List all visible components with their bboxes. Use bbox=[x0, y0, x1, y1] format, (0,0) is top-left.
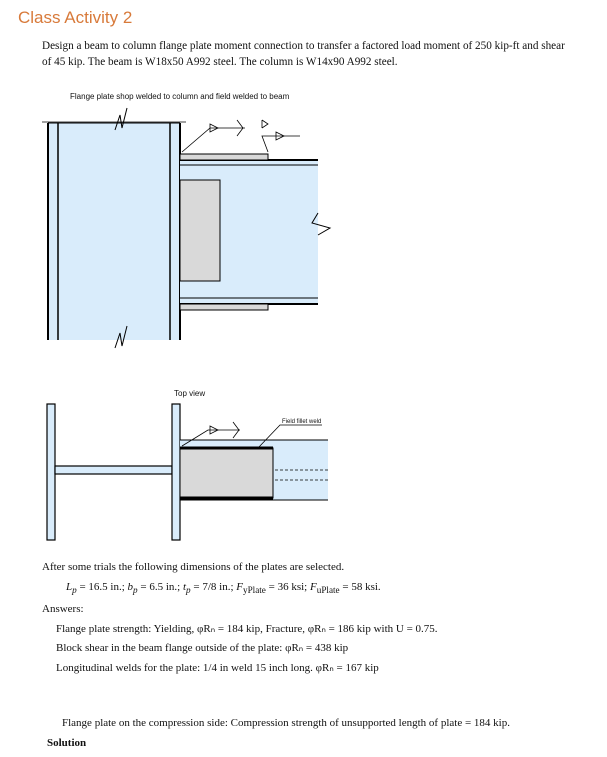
plate-dimensions: $L_p = 16.5$ in.; $b_p = 6.5$ in.; $t_p = 7/8$ in.; $F_{yPlate} = 36$ ksi; $F_{uPlate} = 58$ ksi. bbox=[66, 581, 381, 596]
answer-flange-strength: Flange plate strength: Yielding, φRₙ = 184 kip, Fracture, φRₙ = 186 kip with U = 0.75. bbox=[56, 623, 438, 635]
trials-text: After some trials the following dimensions of the plates are selected. bbox=[42, 561, 345, 573]
answer-block-shear: Block shear in the beam flange outside of the plate: φRₙ = 438 kip bbox=[56, 642, 349, 654]
dim-lp: 16.5 in.; bbox=[88, 581, 125, 593]
answer-welds: Longitudinal welds for the plate: 1/4 in weld 15 inch long. φRₙ = 167 kip bbox=[56, 662, 379, 674]
column-web-top bbox=[55, 466, 172, 474]
figure1-caption: Flange plate shop welded to column and field welded to beam bbox=[70, 92, 290, 101]
weld-symbol-field bbox=[262, 136, 300, 152]
top-flange-plate bbox=[180, 154, 268, 160]
shear-tab bbox=[180, 180, 220, 281]
column-flange-left-top bbox=[47, 404, 55, 540]
dim-fu: 58 ksi. bbox=[351, 581, 381, 593]
page-title: Class Activity 2 bbox=[18, 8, 133, 27]
elevation-view bbox=[42, 108, 330, 348]
dim-tp: 7/8 in.; bbox=[202, 581, 234, 593]
field-weld-label: Field fillet weld bbox=[282, 419, 322, 425]
bottom-flange-plate bbox=[180, 304, 268, 310]
answers-label: Answers: bbox=[42, 603, 84, 615]
weld-symbol-shop bbox=[182, 128, 245, 152]
solution-label: Solution bbox=[47, 737, 87, 749]
problem-statement: Design a beam to column flange plate moment connection to transfer a factored load moment of 250 kip-ft and shear of 45 kip. The beam is W18x50 A992 steel. The column is W14x90 A992 steel. bbox=[42, 40, 565, 68]
compression-text: Flange plate on the compression side: Compression strength of unsupported length of plate = 184 kip. bbox=[62, 717, 510, 729]
column-web bbox=[48, 123, 180, 340]
dim-fy: 36 ksi; bbox=[277, 581, 308, 593]
dim-bp: 6.5 in.; bbox=[149, 581, 181, 593]
column-flange-right-top bbox=[172, 404, 180, 540]
figure2-caption: Top view bbox=[174, 389, 206, 398]
flange-plate-top bbox=[180, 448, 273, 498]
